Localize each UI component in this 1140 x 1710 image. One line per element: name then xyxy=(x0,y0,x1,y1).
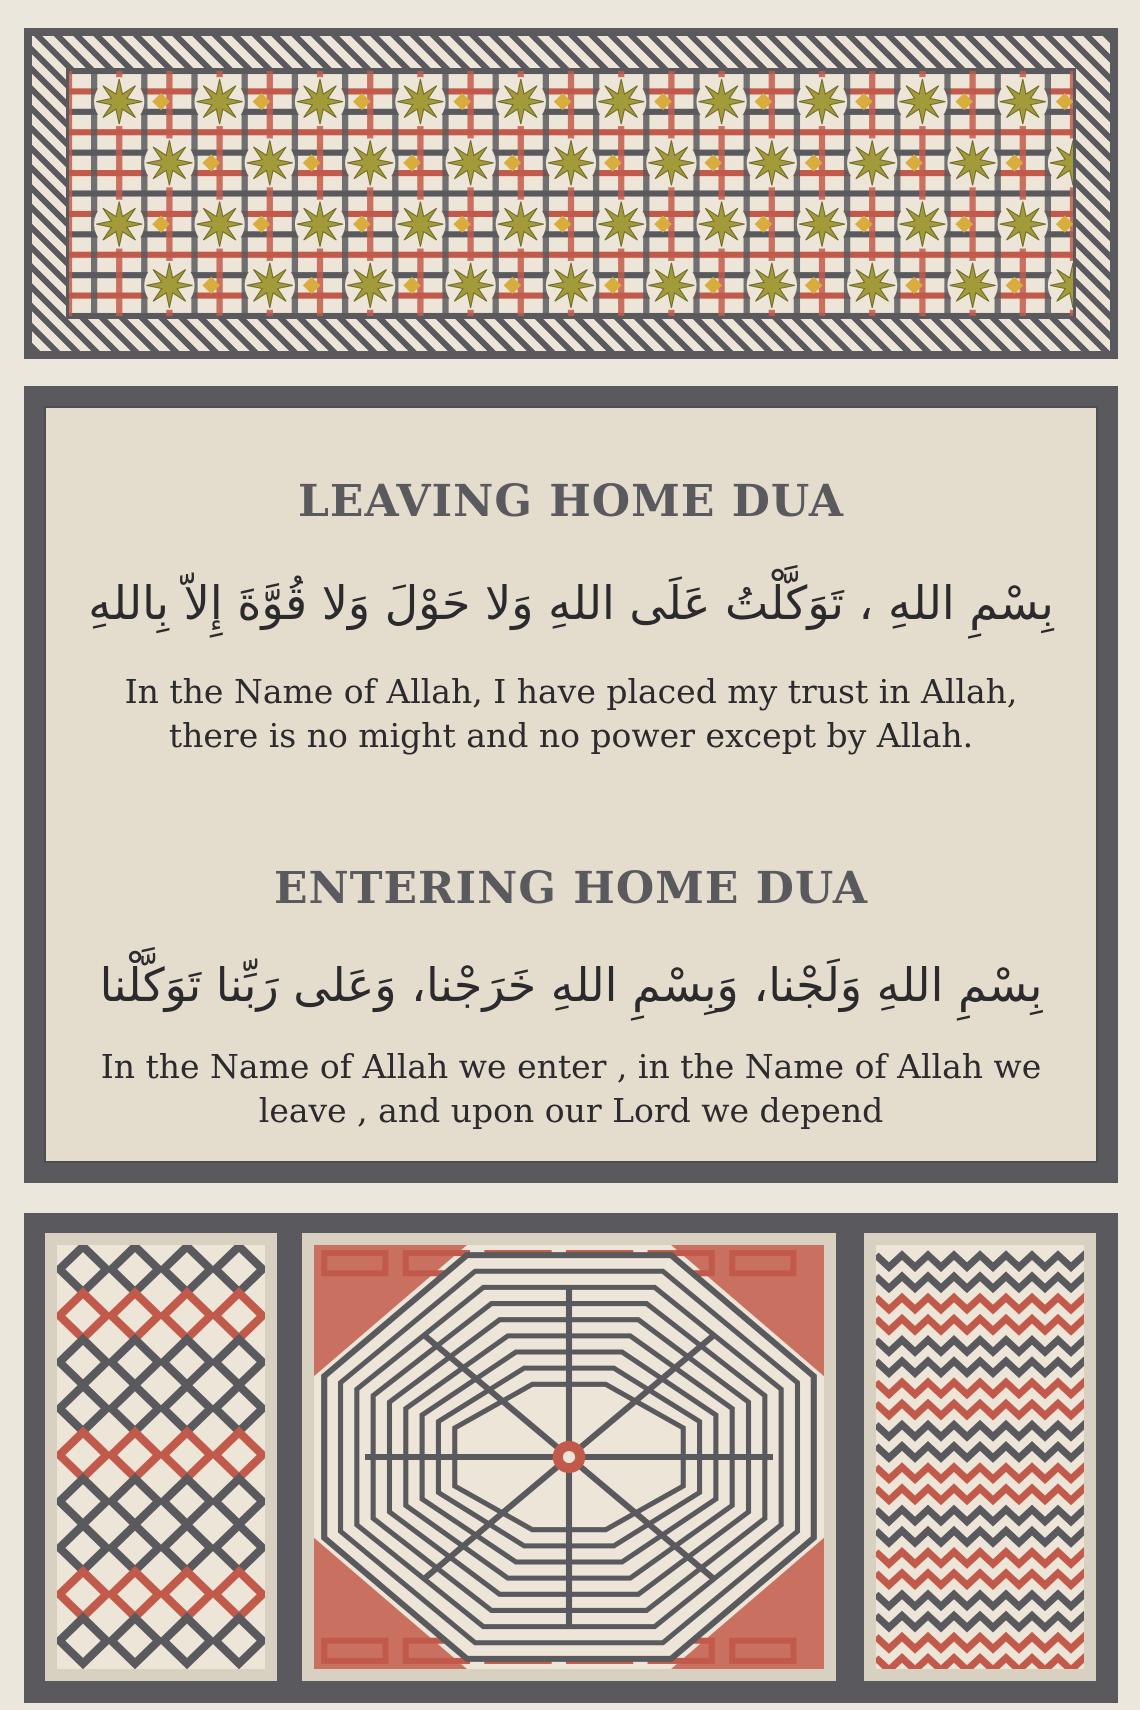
entering-home-translation xyxy=(56,1045,1086,1133)
leaving-home-title: LEAVING HOME DUA xyxy=(297,476,845,527)
dua-panel-inner xyxy=(44,406,1098,1163)
chevron-zigzag-pattern-icon xyxy=(864,1233,1096,1681)
star-lattice-pattern-icon xyxy=(66,68,1076,319)
interlace-knot-pattern-icon xyxy=(45,1233,277,1681)
entering-home-arabic: بِسْمِ اللهِ وَلَجْنا، وَبِسْمِ اللهِ خَرَجْنا، وَعَلى رَبِّنا تَوَكَّلْنا xyxy=(99,958,1043,1012)
entering-translation-line-1: In the Name of Allah we enter , in the Name of Allah we xyxy=(100,1047,1042,1086)
leaving-translation-line-2: there is no might and no power except by Allah. xyxy=(168,716,974,755)
entering-translation-line-2: leave , and upon our Lord we depend xyxy=(258,1091,884,1130)
dua-panel xyxy=(24,386,1118,1183)
leaving-home-arabic: بِسْمِ اللهِ ، تَوَكَّلْتُ عَلَى اللهِ وَلا حَوْلَ وَلا قُوَّةَ إِلاّ بِاللهِ xyxy=(88,576,1054,630)
leaving-home-translation xyxy=(56,670,1086,758)
entering-home-title: ENTERING HOME DUA xyxy=(273,863,869,914)
leaving-translation-line-1: In the Name of Allah, I have placed my trust in Allah, xyxy=(124,672,1018,711)
square-kufic-octagon-icon xyxy=(302,1233,836,1681)
bottom-ornament-band xyxy=(24,1213,1118,1703)
top-ornament-band xyxy=(24,28,1118,359)
